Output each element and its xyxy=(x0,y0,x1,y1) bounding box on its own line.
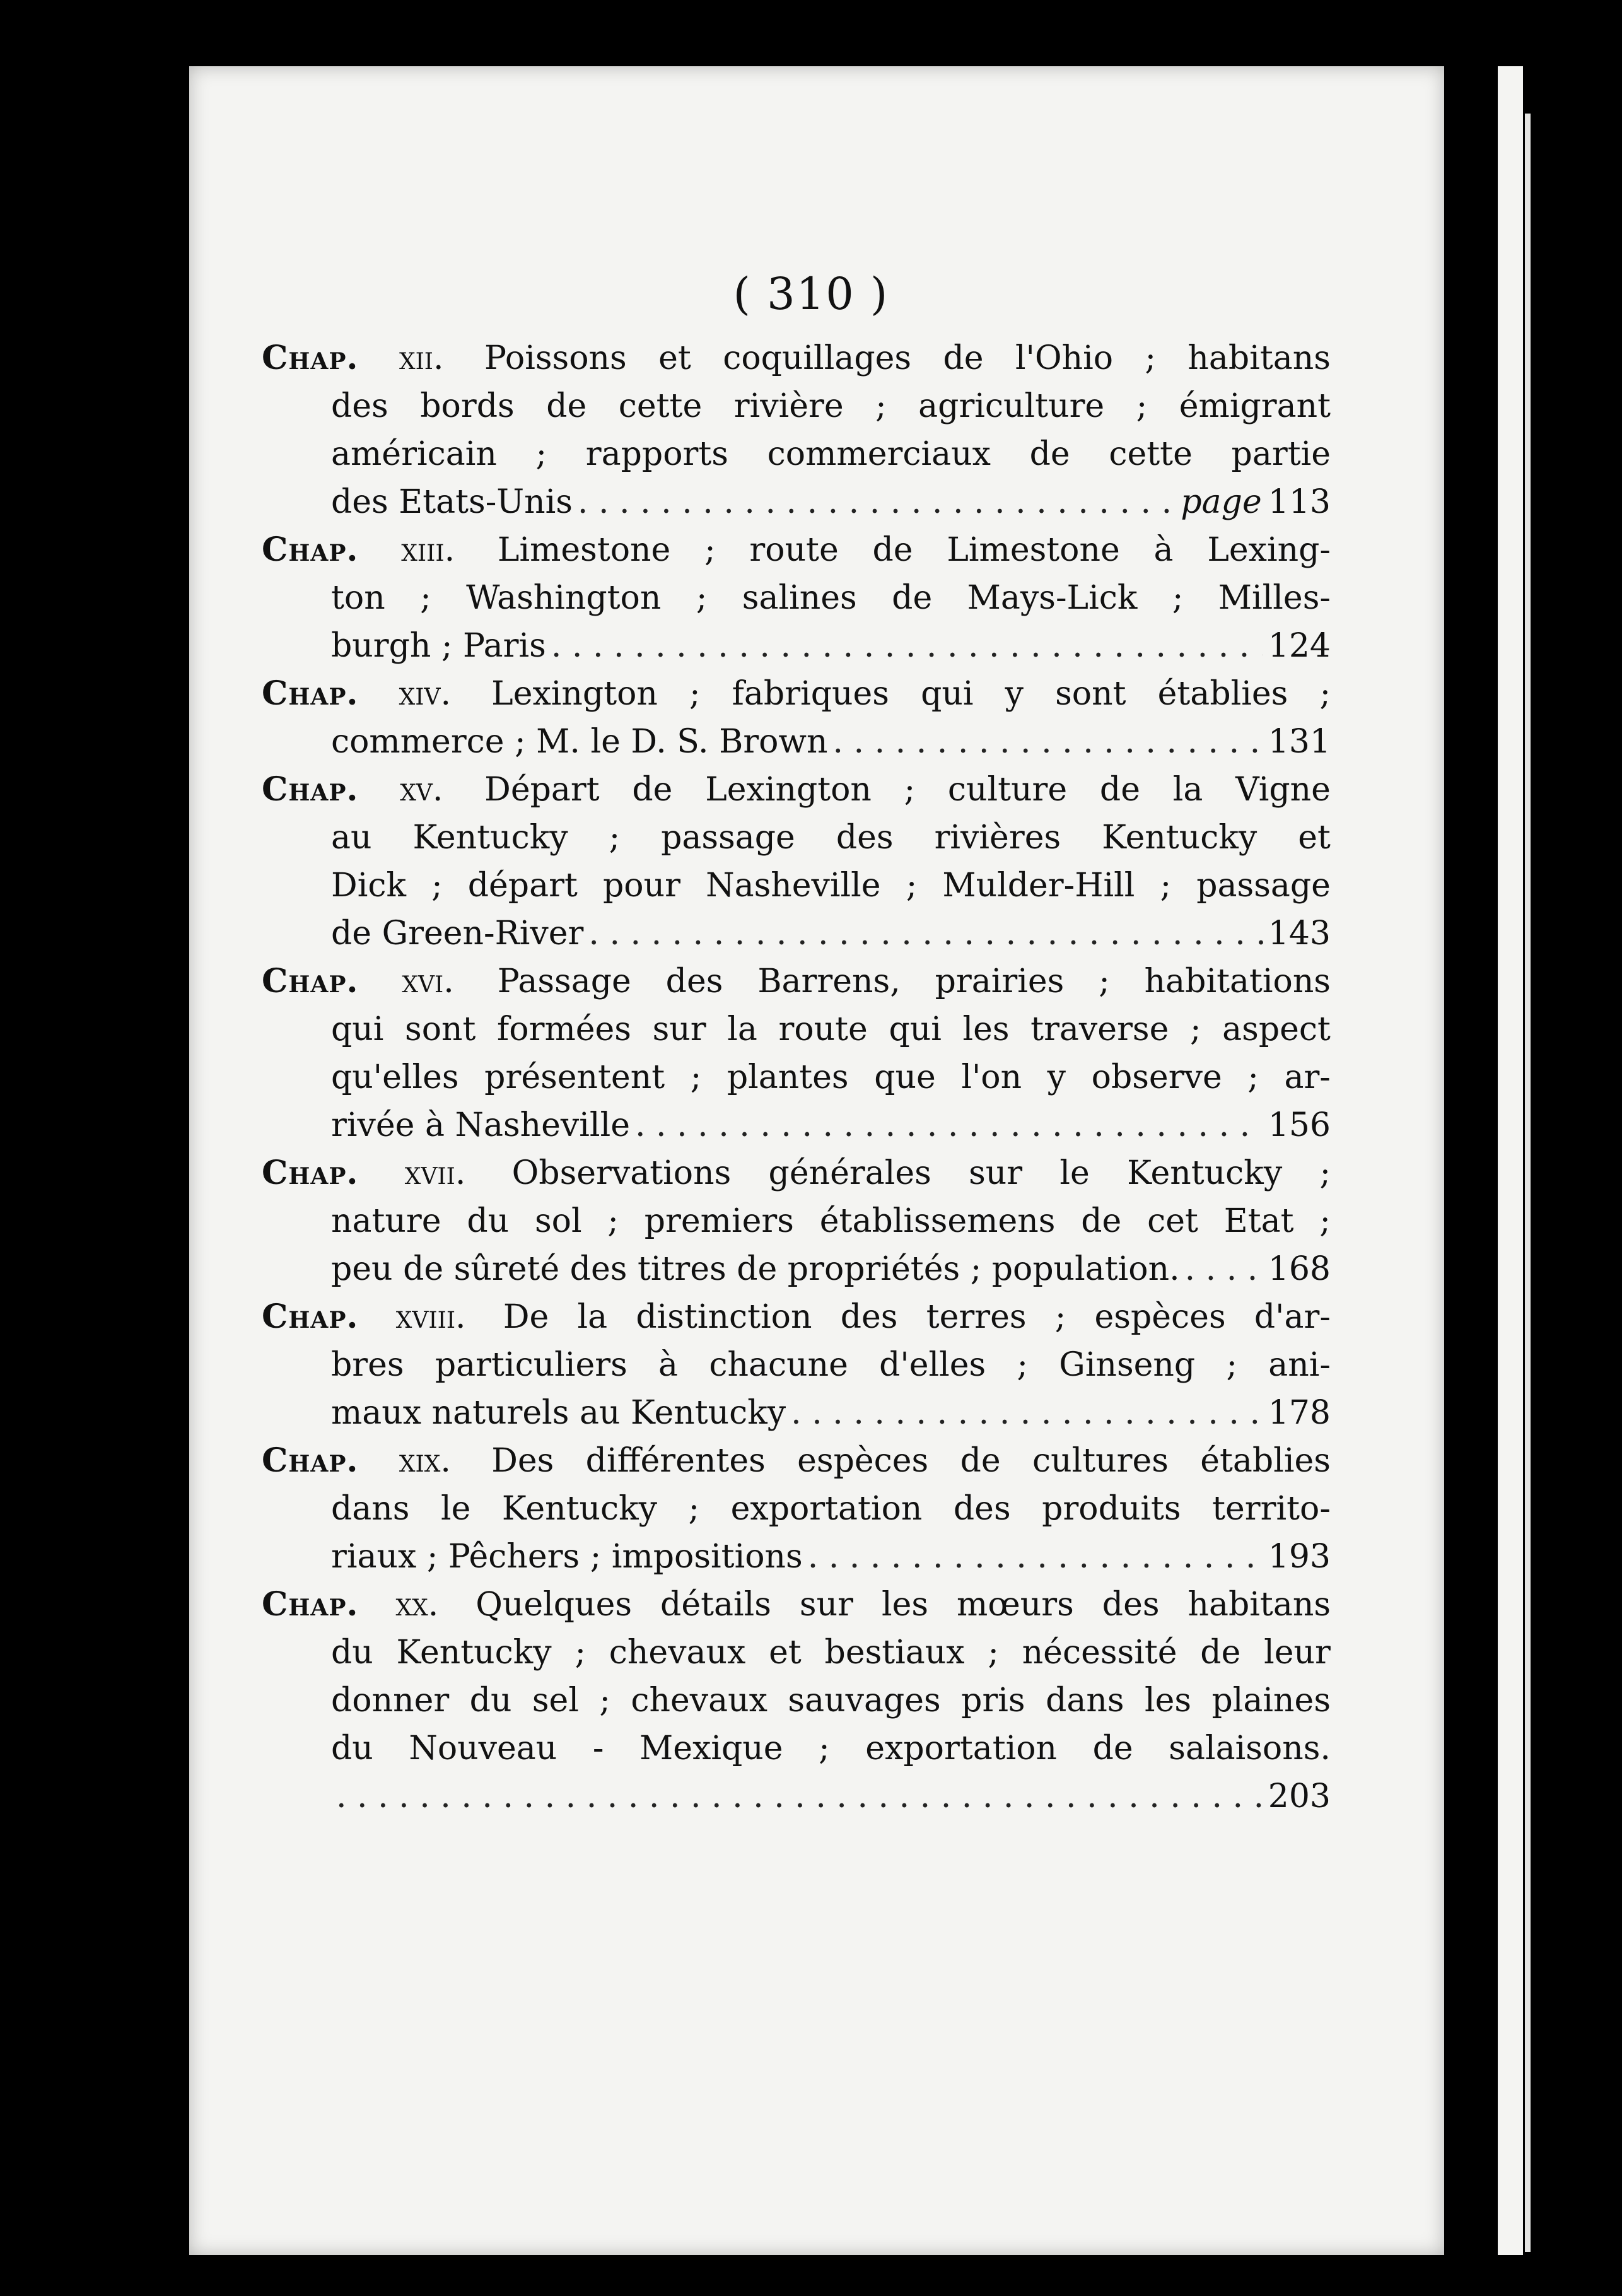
toc-word: du xyxy=(331,1634,373,1672)
toc-word: ; xyxy=(988,1634,999,1672)
toc-word: rapports xyxy=(585,435,728,473)
toc-word: qu'elles xyxy=(331,1058,459,1096)
toc-word: ; xyxy=(689,675,701,713)
page-reference-number: 156 xyxy=(1268,1106,1331,1144)
toc-word: partie xyxy=(1231,435,1331,473)
toc-word: nature xyxy=(331,1202,441,1240)
toc-word: la xyxy=(727,1010,757,1048)
toc-word: mœurs xyxy=(957,1586,1074,1624)
toc-word: formées xyxy=(497,1010,631,1048)
page-reference xyxy=(1268,622,1331,670)
toc-line xyxy=(331,1053,1331,1101)
toc-word: salines xyxy=(742,579,857,617)
toc-word: du xyxy=(467,1202,510,1240)
toc-word: ; xyxy=(904,771,916,809)
toc-entry xyxy=(262,1149,1331,1293)
toc-word: Départ xyxy=(484,771,600,809)
toc-word: coquillages xyxy=(723,339,912,377)
toc-word: des xyxy=(1102,1586,1160,1624)
toc-line xyxy=(331,1485,1331,1533)
toc-word: ; xyxy=(1319,1154,1331,1192)
toc-word: Nouveau xyxy=(409,1730,557,1767)
toc-word: établies xyxy=(1157,675,1288,713)
toc-entry xyxy=(262,1293,1331,1437)
toc-word: cultures xyxy=(1032,1442,1169,1480)
toc-word: traverse xyxy=(1030,1010,1169,1048)
toc-word: présentent xyxy=(484,1058,665,1096)
toc-word: ; xyxy=(875,387,887,425)
toc-line xyxy=(331,1341,1331,1389)
toc-entry xyxy=(262,1437,1331,1581)
leader-dots xyxy=(635,1101,1263,1149)
toc-last-line xyxy=(331,622,1331,670)
toc-word: habitations xyxy=(1144,963,1331,1000)
toc-word: Lexing- xyxy=(1207,531,1331,569)
toc-word: générales xyxy=(768,1154,931,1192)
leader-dots xyxy=(336,1772,1263,1820)
page-reference-number: 203 xyxy=(1268,1778,1331,1815)
toc-word: ton xyxy=(331,579,385,617)
toc-word: terres xyxy=(926,1298,1027,1336)
toc-word: américain xyxy=(331,435,497,473)
toc-line xyxy=(331,574,1331,622)
toc-line xyxy=(262,1293,1331,1341)
toc-word: ; xyxy=(704,531,716,569)
toc-word: le xyxy=(440,1490,471,1528)
toc-word: bords xyxy=(420,387,515,425)
toc-entry xyxy=(262,526,1331,670)
table-of-contents xyxy=(262,334,1331,1820)
chapter-numeral: xviii. xyxy=(395,1298,466,1336)
toc-word: Vigne xyxy=(1235,771,1331,809)
toc-word: Mays-Lick xyxy=(967,579,1138,617)
toc-word: différentes xyxy=(585,1442,766,1480)
toc-word: exportation xyxy=(865,1730,1058,1767)
toc-word: ; xyxy=(1054,1298,1066,1336)
toc-last-line xyxy=(331,1533,1331,1581)
toc-word: de xyxy=(1099,771,1140,809)
toc-word: de xyxy=(1200,1634,1241,1672)
toc-word: aspect xyxy=(1222,1010,1331,1048)
toc-line xyxy=(331,814,1331,862)
toc-word: territo- xyxy=(1212,1490,1331,1528)
toc-word: particuliers xyxy=(435,1346,627,1384)
toc-word: pris xyxy=(961,1682,1025,1719)
toc-word: observe xyxy=(1091,1058,1222,1096)
toc-word: détails xyxy=(660,1586,771,1624)
toc-line xyxy=(262,1581,1331,1629)
toc-word: De xyxy=(503,1298,549,1336)
toc-word: de xyxy=(1092,1730,1133,1767)
toc-word: et xyxy=(769,1634,802,1672)
toc-word: sur xyxy=(652,1010,706,1048)
toc-last-line xyxy=(331,1245,1331,1293)
toc-word: Milles- xyxy=(1218,579,1331,617)
toc-line-text: commerce ; M. le D. S. Brown xyxy=(331,723,828,761)
toc-word: ; xyxy=(690,1058,702,1096)
toc-word: Kentucky xyxy=(412,819,568,857)
toc-word: ; xyxy=(431,867,443,905)
page-reference-number: 143 xyxy=(1268,915,1331,952)
leader-dots xyxy=(833,718,1263,766)
toc-line xyxy=(262,670,1331,718)
toc-word: à xyxy=(658,1346,679,1384)
chapter-numeral: xiv. xyxy=(399,675,452,713)
toc-word: ; xyxy=(420,579,431,617)
facing-page-edge xyxy=(1498,66,1523,2255)
toc-word: y xyxy=(1047,1058,1066,1096)
toc-word: ; xyxy=(1160,867,1172,905)
chapter-label: Chap. xyxy=(262,1154,359,1192)
toc-entry xyxy=(262,334,1331,526)
chapter-numeral: xvi. xyxy=(402,963,454,1000)
chapter-numeral: xix. xyxy=(399,1442,451,1480)
toc-word: espèces xyxy=(1094,1298,1226,1336)
toc-word: Ginseng xyxy=(1059,1346,1196,1384)
toc-word: au xyxy=(331,819,372,857)
toc-word: de xyxy=(960,1442,1001,1480)
toc-word: Passage xyxy=(497,963,631,1000)
toc-word: bres xyxy=(331,1346,404,1384)
toc-word: des xyxy=(331,387,388,425)
toc-word: dans xyxy=(1046,1682,1124,1719)
toc-word: ar- xyxy=(1284,1058,1331,1096)
toc-line xyxy=(331,1677,1331,1725)
toc-word: du xyxy=(469,1682,512,1719)
toc-line xyxy=(331,862,1331,910)
toc-word: Lexington xyxy=(491,675,658,713)
toc-word: Washington xyxy=(466,579,662,617)
toc-last-line xyxy=(331,718,1331,766)
toc-word: Dick xyxy=(331,867,406,905)
toc-word: dans xyxy=(331,1490,410,1528)
page-reference-number: 168 xyxy=(1268,1250,1331,1288)
page-reference xyxy=(1268,718,1331,766)
toc-word: agriculture xyxy=(918,387,1105,425)
toc-line-text: burgh ; Paris xyxy=(331,627,546,665)
toc-word: rivière xyxy=(733,387,844,425)
toc-word: cette xyxy=(1109,435,1193,473)
toc-word: ; xyxy=(609,819,621,857)
toc-word: route xyxy=(778,1010,868,1048)
toc-word: d'ar- xyxy=(1254,1298,1331,1336)
page-reference-number: 178 xyxy=(1268,1394,1331,1432)
toc-word: ; xyxy=(1319,675,1331,713)
toc-word: des xyxy=(953,1490,1011,1528)
toc-word: premiers xyxy=(644,1202,794,1240)
chapter-numeral: xii. xyxy=(399,339,444,377)
toc-word: bestiaux xyxy=(824,1634,965,1672)
page-reference-number: 124 xyxy=(1268,627,1331,665)
toc-word: la xyxy=(1172,771,1203,809)
page-reference xyxy=(1268,910,1331,958)
toc-word: que xyxy=(874,1058,936,1096)
toc-word: et xyxy=(658,339,691,377)
toc-word: ; xyxy=(1172,579,1184,617)
toc-word: Des xyxy=(491,1442,554,1480)
toc-word: route xyxy=(749,531,839,569)
toc-word: distinction xyxy=(636,1298,812,1336)
toc-word: leur xyxy=(1264,1634,1331,1672)
toc-word: des xyxy=(665,963,723,1000)
toc-line-text: de Green-River xyxy=(331,915,584,952)
toc-word: Kentucky xyxy=(501,1490,658,1528)
page-reference xyxy=(1268,1389,1331,1437)
toc-line xyxy=(262,1437,1331,1485)
toc-word: ; xyxy=(1226,1346,1238,1384)
toc-word: plantes xyxy=(726,1058,849,1096)
toc-word: produits xyxy=(1042,1490,1181,1528)
chapter-label: Chap. xyxy=(262,962,359,1000)
toc-word: exportation xyxy=(730,1490,923,1528)
toc-word: de xyxy=(892,579,933,617)
toc-line xyxy=(331,1725,1331,1772)
toc-word: émigrant xyxy=(1179,387,1331,425)
chapter-label: Chap. xyxy=(262,770,359,809)
toc-word: Nasheville xyxy=(706,867,881,905)
toc-word: à xyxy=(1153,531,1174,569)
toc-line xyxy=(331,382,1331,430)
toc-word: de xyxy=(546,387,587,425)
chapter-label: Chap. xyxy=(262,339,359,377)
page-reference xyxy=(1268,1101,1331,1149)
toc-word: établies xyxy=(1200,1442,1331,1480)
toc-word: Kentucky xyxy=(396,1634,552,1672)
chapter-label: Chap. xyxy=(262,1297,359,1336)
toc-word: pour xyxy=(602,867,680,905)
toc-word: rivières xyxy=(934,819,1061,857)
toc-line xyxy=(262,526,1331,574)
page-gutter xyxy=(1525,114,1531,2252)
toc-word: du xyxy=(331,1730,373,1767)
toc-last-line xyxy=(331,1389,1331,1437)
toc-word: ; xyxy=(575,1634,586,1672)
page-reference-number: 193 xyxy=(1268,1538,1331,1576)
toc-word: sol xyxy=(534,1202,582,1240)
toc-word: sauvages xyxy=(788,1682,941,1719)
toc-word: culture xyxy=(947,771,1068,809)
toc-word: - xyxy=(592,1730,604,1767)
toc-word: ; xyxy=(607,1202,619,1240)
toc-line-text: rivée à Nasheville xyxy=(331,1106,630,1144)
toc-line xyxy=(262,334,1331,382)
toc-word: donner xyxy=(331,1682,450,1719)
toc-line-text: des Etats-Unis xyxy=(331,483,573,521)
toc-word: qui xyxy=(331,1010,384,1048)
toc-word: plaines xyxy=(1211,1682,1331,1719)
toc-word: ; xyxy=(1319,1202,1331,1240)
toc-word: la xyxy=(577,1298,608,1336)
toc-word: le xyxy=(1059,1154,1090,1192)
toc-word: Etat xyxy=(1223,1202,1294,1240)
toc-word: Kentucky xyxy=(1102,819,1257,857)
page-reference xyxy=(1268,1772,1331,1820)
toc-word: de xyxy=(872,531,913,569)
toc-line xyxy=(331,430,1331,478)
toc-word: des xyxy=(840,1298,898,1336)
toc-word: sur xyxy=(799,1586,853,1624)
leader-dots xyxy=(578,478,1176,526)
toc-line xyxy=(262,766,1331,814)
toc-word: habitans xyxy=(1187,1586,1331,1624)
toc-entry xyxy=(262,766,1331,958)
toc-word: Observations xyxy=(511,1154,732,1192)
toc-word: ; xyxy=(1136,387,1148,425)
toc-word: ; xyxy=(696,579,708,617)
toc-word: l'on xyxy=(961,1058,1022,1096)
toc-word: Limestone xyxy=(497,531,671,569)
toc-word: salaisons. xyxy=(1169,1730,1331,1767)
toc-word: sur xyxy=(969,1154,1023,1192)
chapter-label: Chap. xyxy=(262,530,359,569)
chapter-numeral: xiii. xyxy=(401,531,455,569)
toc-word: sel xyxy=(532,1682,579,1719)
page-number: ( 310 ) xyxy=(733,268,889,320)
chapter-numeral: xv. xyxy=(400,771,443,809)
toc-word: d'elles xyxy=(879,1346,986,1384)
toc-word: établissemens xyxy=(819,1202,1056,1240)
toc-word: fabriques xyxy=(732,675,889,713)
leader-dots xyxy=(808,1533,1263,1581)
toc-line-text: maux naturels au Kentucky xyxy=(331,1394,786,1432)
toc-word: Poissons xyxy=(484,339,627,377)
toc-word: l'Ohio xyxy=(1015,339,1113,377)
toc-line-text: peu de sûreté des titres de propriétés ; population. xyxy=(331,1250,1180,1288)
leader-dots xyxy=(791,1389,1263,1437)
toc-word: ; xyxy=(535,435,547,473)
chapter-label: Chap. xyxy=(262,1585,359,1624)
toc-entry xyxy=(262,958,1331,1149)
toc-word: les xyxy=(1144,1682,1192,1719)
toc-entry xyxy=(262,670,1331,766)
toc-last-line xyxy=(331,910,1331,958)
page-label: page xyxy=(1181,483,1262,521)
toc-word: Mulder-Hill xyxy=(942,867,1135,905)
toc-word: commerciaux xyxy=(767,435,991,473)
toc-word: sont xyxy=(405,1010,476,1048)
chapter-numeral: xvii. xyxy=(404,1154,466,1192)
toc-word: ani- xyxy=(1268,1346,1331,1384)
toc-word: ; xyxy=(688,1490,700,1528)
leader-dots xyxy=(1185,1245,1263,1293)
toc-word: Mexique xyxy=(639,1730,783,1767)
toc-word: ; xyxy=(1145,339,1156,377)
leader-dots xyxy=(588,910,1263,958)
toc-line xyxy=(331,1629,1331,1677)
toc-word: nécessité xyxy=(1022,1634,1177,1672)
toc-line-text: riaux ; Pêchers ; impositions xyxy=(331,1538,803,1576)
toc-word: Quelques xyxy=(476,1586,633,1624)
toc-word: ; xyxy=(1190,1010,1201,1048)
toc-last-line xyxy=(331,1772,1331,1820)
toc-word: Lexington xyxy=(705,771,872,809)
toc-word: espèces xyxy=(797,1442,929,1480)
chapter-label: Chap. xyxy=(262,674,359,713)
toc-last-line xyxy=(331,478,1331,526)
leader-dots xyxy=(551,622,1263,670)
toc-word: qui xyxy=(889,1010,942,1048)
toc-word: habitans xyxy=(1187,339,1331,377)
page-reference xyxy=(1268,1533,1331,1581)
toc-word: sont xyxy=(1055,675,1126,713)
toc-word: des xyxy=(836,819,894,857)
toc-word: départ xyxy=(467,867,578,905)
toc-word: ; xyxy=(1247,1058,1259,1096)
toc-word: de xyxy=(943,339,984,377)
toc-word: ; xyxy=(1017,1346,1029,1384)
toc-word: les xyxy=(881,1586,929,1624)
toc-word: prairies xyxy=(935,963,1065,1000)
toc-word: Limestone xyxy=(947,531,1120,569)
toc-word: Barrens, xyxy=(757,963,901,1000)
toc-line xyxy=(262,1149,1331,1197)
toc-word: ; xyxy=(1099,963,1110,1000)
chapter-label: Chap. xyxy=(262,1441,359,1480)
toc-word: qui xyxy=(921,675,974,713)
toc-word: chacune xyxy=(709,1346,848,1384)
chapter-numeral: xx. xyxy=(395,1586,439,1624)
toc-last-line xyxy=(331,1101,1331,1149)
toc-word: ; xyxy=(906,867,918,905)
toc-entry xyxy=(262,1581,1331,1820)
page-reference-number: 113 xyxy=(1268,483,1331,521)
toc-word: et xyxy=(1298,819,1331,857)
toc-word: ; xyxy=(819,1730,830,1767)
page-reference xyxy=(1181,478,1331,526)
toc-line xyxy=(262,958,1331,1005)
toc-word: les xyxy=(962,1010,1010,1048)
toc-line xyxy=(331,1197,1331,1245)
toc-word: y xyxy=(1005,675,1024,713)
toc-word: chevaux xyxy=(631,1682,767,1719)
toc-word: passage xyxy=(1196,867,1331,905)
toc-line xyxy=(331,1005,1331,1053)
toc-word: de xyxy=(1081,1202,1122,1240)
toc-word: cette xyxy=(618,387,703,425)
toc-word: de xyxy=(632,771,673,809)
toc-word: cet xyxy=(1147,1202,1198,1240)
page-reference-number: 131 xyxy=(1268,723,1331,761)
toc-word: chevaux xyxy=(609,1634,746,1672)
toc-word: ; xyxy=(599,1682,610,1719)
toc-word: Kentucky xyxy=(1127,1154,1283,1192)
page-reference xyxy=(1268,1245,1331,1293)
toc-word: de xyxy=(1029,435,1070,473)
toc-word: passage xyxy=(661,819,795,857)
